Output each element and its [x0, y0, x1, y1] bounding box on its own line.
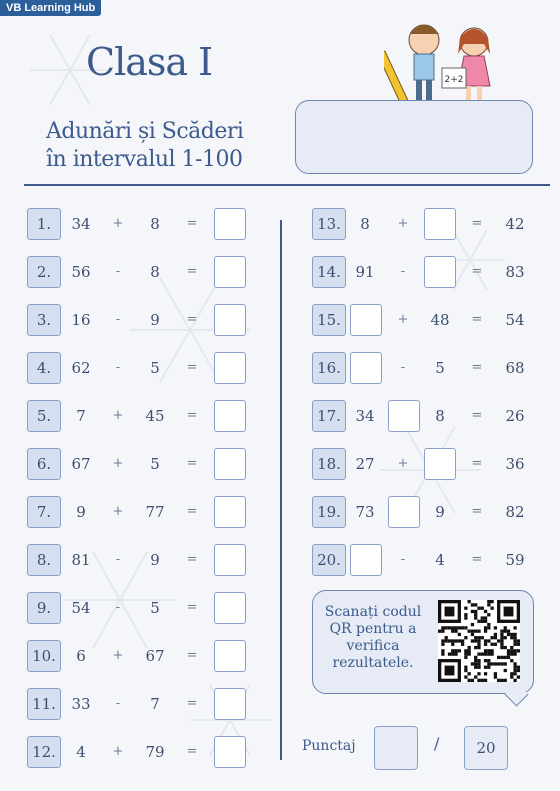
operand-b: 67 — [145, 647, 165, 665]
operator: + — [397, 216, 409, 231]
exercise-number: 16. — [312, 352, 346, 384]
operand-a: 81 — [71, 551, 91, 569]
equals-sign: = — [471, 360, 483, 375]
equals-sign: = — [471, 408, 483, 423]
answer-box[interactable] — [214, 352, 246, 384]
equals-sign: = — [186, 216, 198, 231]
equals-sign: = — [186, 504, 198, 519]
operand-a: 73 — [355, 503, 375, 521]
equals-sign: = — [186, 696, 198, 711]
answer-box[interactable] — [214, 544, 246, 576]
answer-box[interactable] — [214, 496, 246, 528]
answer-box[interactable] — [214, 448, 246, 480]
operand-a: 34 — [355, 407, 375, 425]
operand-a: 67 — [71, 455, 91, 473]
answer-box[interactable] — [424, 208, 456, 240]
equals-sign: = — [186, 456, 198, 471]
subtitle — [46, 118, 243, 174]
operator: - — [115, 552, 121, 567]
equals-sign: = — [186, 600, 198, 615]
exercise-number: 9. — [27, 592, 61, 624]
exercise-number: 18. — [312, 448, 346, 480]
operand-a: 91 — [355, 263, 375, 281]
operand-b: 7 — [150, 695, 160, 713]
answer-box[interactable] — [350, 544, 382, 576]
answer-box[interactable] — [214, 736, 246, 768]
answer-box[interactable] — [424, 256, 456, 288]
score-slash: / — [434, 734, 440, 753]
name-box[interactable] — [295, 100, 533, 174]
exercise-number: 4. — [27, 352, 61, 384]
equals-sign: = — [186, 408, 198, 423]
equals-sign: = — [471, 216, 483, 231]
operand-a: 16 — [71, 311, 91, 329]
score-max: 20 — [464, 726, 508, 770]
operator: - — [400, 552, 406, 567]
result: 54 — [505, 311, 525, 329]
operand-a: 54 — [71, 599, 91, 617]
operand-b: 45 — [145, 407, 165, 425]
exercise-number: 13. — [312, 208, 346, 240]
operand-b: 79 — [145, 743, 165, 761]
subtitle-line-2: în intervalul 1-100 — [46, 147, 243, 172]
operand-b: 48 — [430, 311, 450, 329]
result: 82 — [505, 503, 525, 521]
answer-box[interactable] — [214, 688, 246, 720]
operator: - — [115, 696, 121, 711]
operator: + — [112, 456, 124, 471]
equals-sign: = — [471, 552, 483, 567]
equals-sign: = — [186, 744, 198, 759]
equals-sign: = — [471, 456, 483, 471]
equals-sign: = — [186, 648, 198, 663]
exercise-number: 6. — [27, 448, 61, 480]
answer-box[interactable] — [424, 448, 456, 480]
operand-a: 4 — [76, 743, 86, 761]
operand-b: 9 — [150, 311, 160, 329]
equals-sign: = — [186, 552, 198, 567]
exercise-number: 8. — [27, 544, 61, 576]
operator: - — [115, 312, 121, 327]
operand-a: 9 — [76, 503, 86, 521]
column-divider — [280, 220, 282, 760]
operator: + — [112, 216, 124, 231]
answer-box[interactable] — [214, 592, 246, 624]
qr-code[interactable] — [438, 600, 520, 682]
score-input-box[interactable] — [374, 726, 418, 770]
result: 26 — [505, 407, 525, 425]
operator: - — [400, 264, 406, 279]
answer-box[interactable] — [214, 304, 246, 336]
operand-a: 6 — [76, 647, 86, 665]
operand-a: 7 — [76, 407, 86, 425]
operator: + — [112, 648, 124, 663]
operand-b: 8 — [150, 215, 160, 233]
operand-a: 34 — [71, 215, 91, 233]
header-divider — [24, 184, 550, 186]
exercise-number: 10. — [27, 640, 61, 672]
page-title: Clasa I — [86, 40, 213, 84]
equals-sign: = — [471, 312, 483, 327]
answer-box[interactable] — [350, 352, 382, 384]
equals-sign: = — [186, 360, 198, 375]
exercise-number: 20. — [312, 544, 346, 576]
operand-b: 5 — [150, 599, 160, 617]
answer-box[interactable] — [214, 256, 246, 288]
score-label: Punctaj — [302, 738, 356, 754]
exercise-number: 1. — [27, 208, 61, 240]
operand-b: 5 — [150, 359, 160, 377]
operand-b: 4 — [435, 551, 445, 569]
exercise-number: 15. — [312, 304, 346, 336]
operand-b: 9 — [435, 503, 445, 521]
subtitle-line-1: Adunări și Scăderi — [46, 119, 244, 144]
operator: + — [112, 504, 124, 519]
operator: - — [115, 264, 121, 279]
operand-b: 5 — [435, 359, 445, 377]
equals-sign: = — [186, 264, 198, 279]
operand-a: 62 — [71, 359, 91, 377]
exercise-number: 12. — [27, 736, 61, 768]
result: 36 — [505, 455, 525, 473]
answer-box[interactable] — [214, 208, 246, 240]
brand-badge: VB Learning Hub — [0, 0, 101, 16]
answer-box[interactable] — [214, 640, 246, 672]
exercise-number: 7. — [27, 496, 61, 528]
exercise-number: 19. — [312, 496, 346, 528]
exercise-number: 3. — [27, 304, 61, 336]
exercise-number: 5. — [27, 400, 61, 432]
operand-a: 27 — [355, 455, 375, 473]
operand-a: 8 — [360, 215, 370, 233]
operand-b: 8 — [435, 407, 445, 425]
operand-b: 77 — [145, 503, 165, 521]
operand-b: 9 — [150, 551, 160, 569]
exercise-number: 14. — [312, 256, 346, 288]
operand-a: 33 — [71, 695, 91, 713]
result: 59 — [505, 551, 525, 569]
exercise-number: 2. — [27, 256, 61, 288]
operator: - — [400, 360, 406, 375]
result: 83 — [505, 263, 525, 281]
kids-sign-text: 2+2 — [444, 75, 464, 85]
equals-sign: = — [471, 504, 483, 519]
equals-sign: = — [186, 312, 198, 327]
operand-b: 8 — [150, 263, 160, 281]
equals-sign: = — [471, 264, 483, 279]
operator: + — [112, 408, 124, 423]
result: 68 — [505, 359, 525, 377]
operator: - — [115, 360, 121, 375]
operator: + — [397, 312, 409, 327]
operator-box[interactable] — [388, 400, 420, 432]
operator: + — [112, 744, 124, 759]
operator-box[interactable] — [388, 496, 420, 528]
operator: + — [397, 456, 409, 471]
exercise-number: 17. — [312, 400, 346, 432]
result: 42 — [505, 215, 525, 233]
answer-box[interactable] — [350, 304, 382, 336]
operand-b: 5 — [150, 455, 160, 473]
operand-a: 56 — [71, 263, 91, 281]
exercise-number: 11. — [27, 688, 61, 720]
qr-instructions: Scanați codul QR pentru a verifica rezultatele. — [324, 604, 422, 671]
answer-box[interactable] — [214, 400, 246, 432]
children-illustration — [384, 20, 500, 110]
operator: - — [115, 600, 121, 615]
